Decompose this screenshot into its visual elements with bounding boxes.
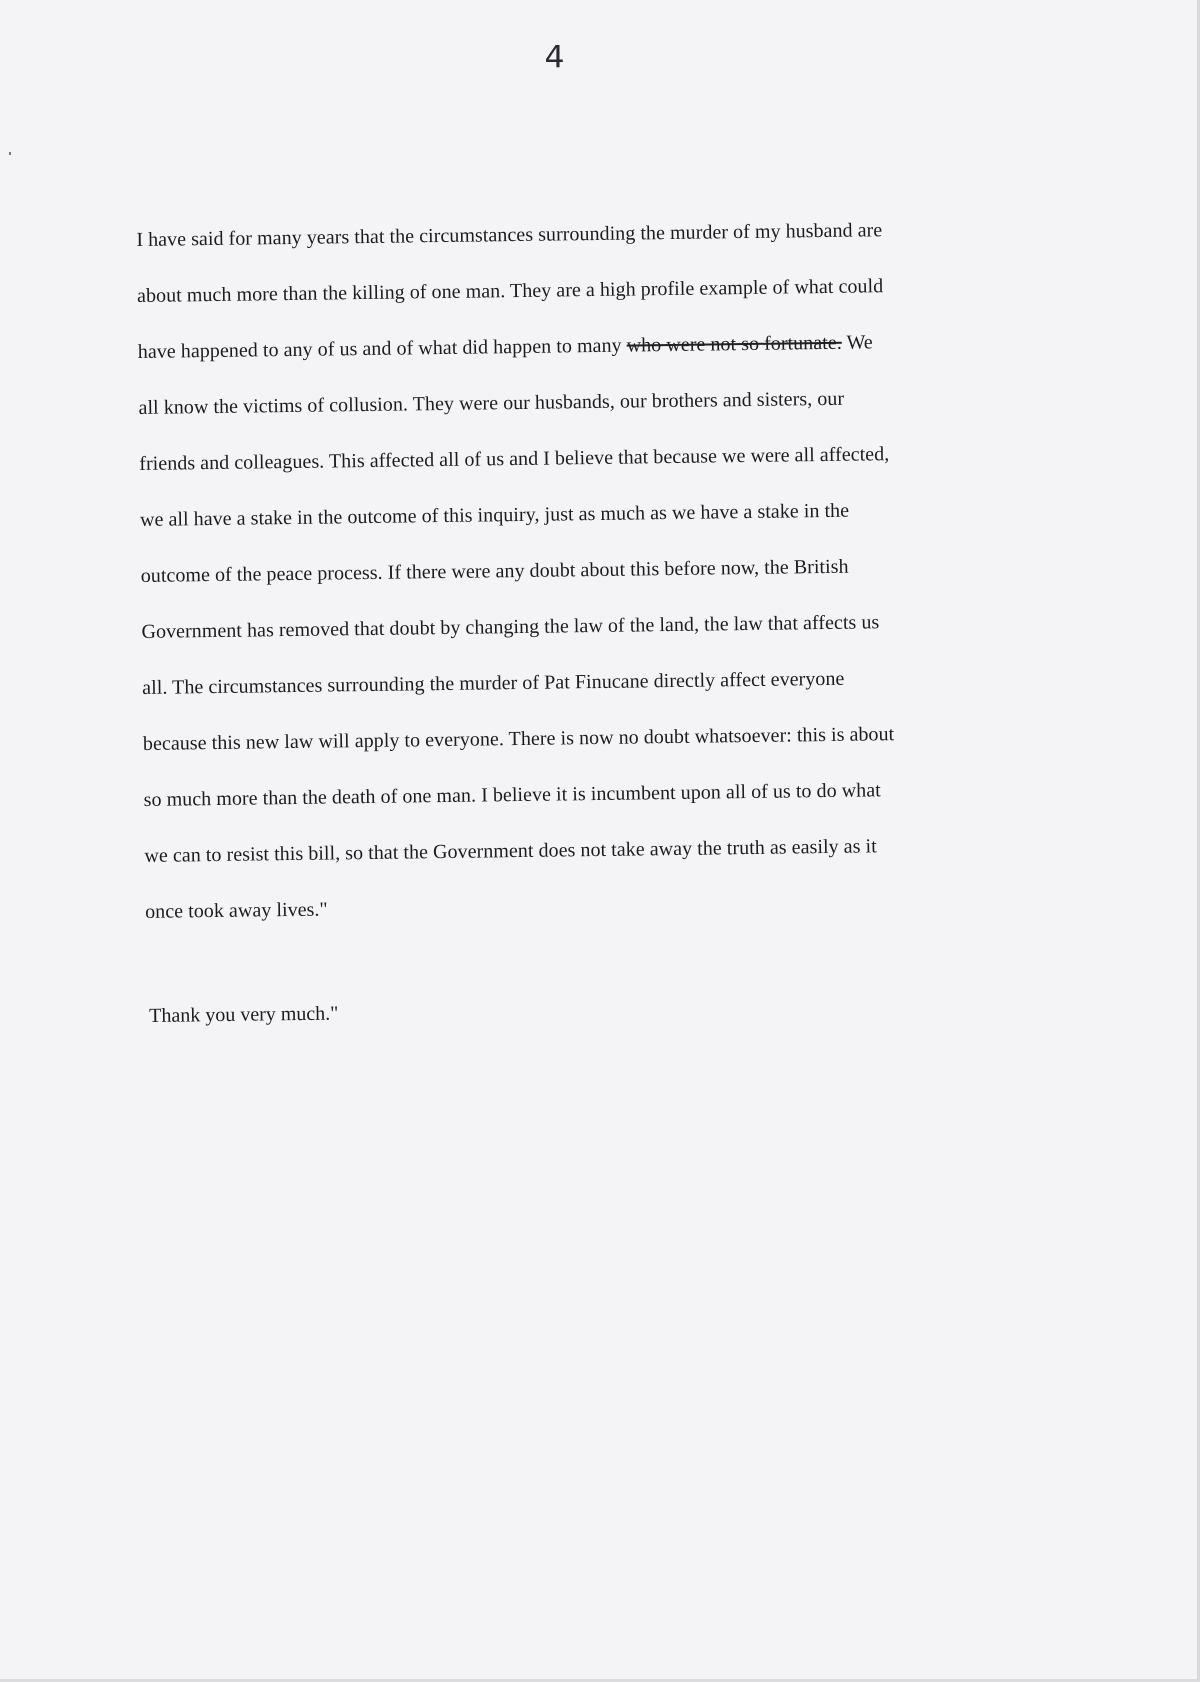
handwritten-page-number: 4: [544, 40, 565, 75]
paragraph-line: all. The circumstances surrounding the murder of Pat Finucane directly affect everyone: [142, 667, 845, 699]
paragraph-line: we can to resist this bill, so that the Government does not take away the truth as easily as it: [144, 835, 877, 867]
paragraph-line: friends and colleagues. This affected all of us and I believe that because we were all affected,: [139, 443, 890, 475]
paragraph-line: I have said for many years that the circumstances surrounding the murder of my husband are: [136, 219, 883, 251]
paragraph-line: all know the victims of collusion. They were our husbands, our brothers and sisters, our: [138, 387, 845, 419]
paragraph-line: because this new law will apply to everyone. There is now no doubt whatsoever: this is about: [142, 723, 895, 755]
struck-through-text: who were not so fortunate.: [626, 331, 842, 357]
paragraph-line: we all have a stake in the outcome of this inquiry, just as much as we have a stake in the: [139, 499, 850, 531]
paragraph-line: so much more than the death of one man. I believe it is incumbent upon all of us to do what: [143, 779, 881, 811]
paragraph-line: once took away lives.": [145, 898, 328, 923]
body-paragraph: [136, 200, 1065, 940]
closing-line: Thank you very much.": [149, 1002, 339, 1027]
paragraph-line: Government has removed that doubt by changing the law of the land, the law that affects us: [141, 611, 880, 643]
scan-speck: [9, 152, 11, 155]
paragraph-line: have happened to any of us and of what did happen to many who were not so fortunate. We: [137, 331, 873, 363]
paragraph-line: outcome of the peace process. If there were any doubt about this before now, the British: [140, 555, 849, 587]
paragraph-line: about much more than the killing of one man. They are a high profile example of what could: [136, 275, 884, 307]
